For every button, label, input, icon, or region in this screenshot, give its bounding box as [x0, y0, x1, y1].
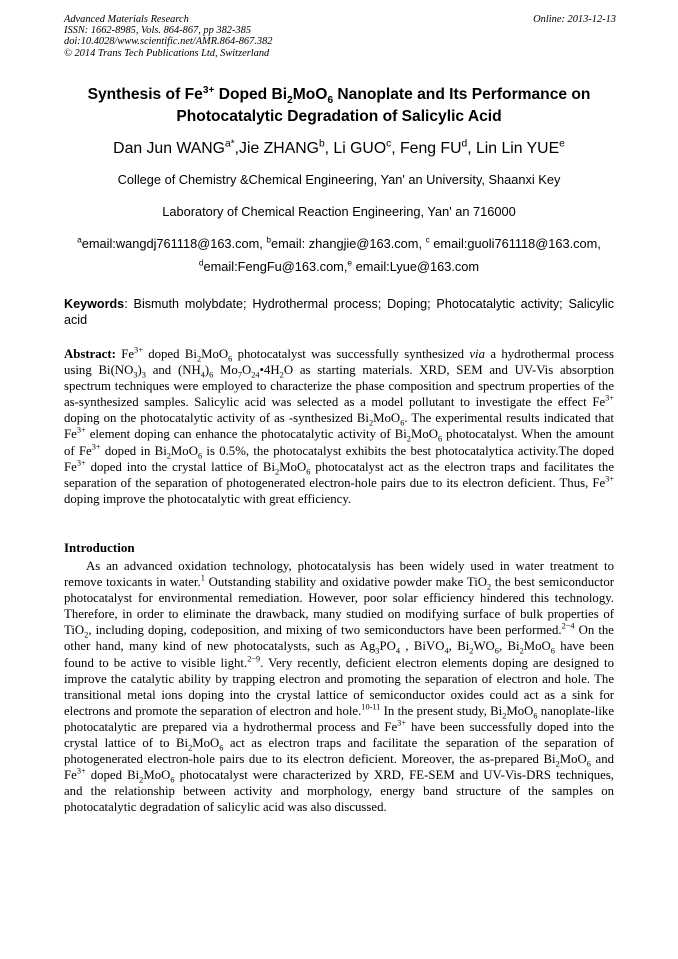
- emails-line-1: $^a$email:wangdj761118@163.com, $^b$email: zhangjie@163.com, $^c$ email:guoli761118@163.com,: [77, 234, 601, 251]
- title-line-1: Synthesis of $Fe^{3+}$ Doped $Bi_2MoO_6$ Nanoplate and Its Performance on: [87, 84, 591, 107]
- paper-title: [40, 84, 638, 128]
- keywords-label: Keywords: [64, 297, 125, 311]
- emails-line-2: $^d$email:FengFu@163.com,$^e$ email:Lyue@163.com: [198, 257, 480, 274]
- issn-line: ISSN: 1662-8985, Vols. 864-867, pp 382-385: [64, 25, 252, 37]
- publication-header: [64, 14, 616, 59]
- title-line-2: Photocatalytic Degradation of Salicylic Acid: [176, 108, 502, 125]
- journal-name: Advanced Materials Research: [64, 14, 189, 25]
- copyright-line: © 2014 Trans Tech Publications Ltd, Switzerland: [64, 47, 270, 59]
- affiliation-line-1: College of Chemistry &Chemical Engineering, Yan' an University, Shaanxi Key: [117, 172, 561, 187]
- affiliation-line-2: Laboratory of Chemical Reaction Engineering, Yan' an 716000: [162, 204, 516, 219]
- keywords: [64, 296, 614, 328]
- abstract: Abstract: $Fe^{3+}$ doped $Bi_2MoO_6$ photocatalyst was successfully synthesized via a hydrothermal process using $Bi(NO_3)_3$ and $(NH_4)_6$ $Mo_7O_{24}•4H_2O$ as starting materials. XRD, SEM and UV-Vis absorption spectrum techniques were employed to characterize the phase composition and spectrum properties of the as-synthesized samples. Salicylic acid was selected as a model pollutant to investigate the effect $Fe^{3+}$ doping on the photocatalytic activity of as -synthesized $Bi_2MoO_6$. The experimental results indicated that $Fe^{3+}$ element doping can enhance the photocatalytic activity of $Bi_2MoO_6$ photocatalyst. When the amount of $Fe^{3+}$ doped in $Bi_2MoO_6$ is 0.5%, the photocatalyst exhibits the best photocatalytica activity.The doped $Fe^{3+}$ doped into the crystal lattice of $Bi_2MoO_6$ photocatalyst act as the electron traps and facilitates the separation of the separation of photogenerated electron-hole pairs due to its electron deficient. Thus, $Fe^{3+}$ doping improve the photocatalytic with great efficiency.: [64, 345, 615, 506]
- author-list: Dan Jun $WANG^{a*},Jie$ ZHANG$^b$, Li GUO$^c$, Feng $FU^d$, Lin Lin YUE$^e$: [113, 138, 565, 157]
- introduction-paragraph: As an advanced oxidation technology, photocatalysis has been widely used in water treatment to remove toxicants in water.$^1$ Outstanding stability and oxidative powder make TiO$_2$ the best semiconductor photocatalyst for environmental remediation. However, poor solar efficiency hindered this technology. Therefore, in order to eliminate the drawback, many studied on modifying surface of bulk properties of TiO$_2$, including doping, codeposition, and mixing of two semiconductors have been performed.$^{2-4}$ On the other hand, many kind of new photocatalysts, such as $Ag_3PO_4$ , BiVO$_4$, $Bi_2WO_6$, $Bi_2MoO_6$ have been found to be active to visible light.$^{2-9}$. Very recently, deficient electron elements doping are designed to improve the catalytic ability by trapping electron and promoting the separation of electron and hole. The transitional metal ions doping into the crystal lattice of semiconductor oxides could act as a sink for electrons and promote the separation of electron and hole.$^{10-11}$ In the present study, $Bi_2MoO_6$ nanoplate-like photocatalytic are prepared via a hydrothermal process and $Fe^{3+}$ have been successfully doped into the crystal lattice of to $Bi_2MoO_6$ act as electron traps and facilitate the separation of the separation of photogenerated electron-hole pairs due to its electron deficient. Moreover, the as-prepared $Bi_2MoO_6$ and $Fe^{3+}$ doped $Bi_2MoO_6$ photocatalyst were characterized by XRD, FE-SEM and UV-Vis-DRS techniques, and the relationship between activity and morphology, energy band structure of the samples on photocatalytic degradation of salicylic acid was also discussed.: [64, 559, 615, 815]
- doi-line: doi:10.4028/www.scientific.net/AMR.864-867.382: [64, 36, 273, 48]
- abstract-label: Abstract:: [64, 347, 116, 361]
- keywords-text: : Bismuth molybdate; Hydrothermal process; Doping; Photocatalytic activity; Salicylic acid: [64, 297, 614, 327]
- online-date: Online: 2013-12-13: [533, 14, 616, 25]
- section-heading-introduction: Introduction: [64, 540, 135, 555]
